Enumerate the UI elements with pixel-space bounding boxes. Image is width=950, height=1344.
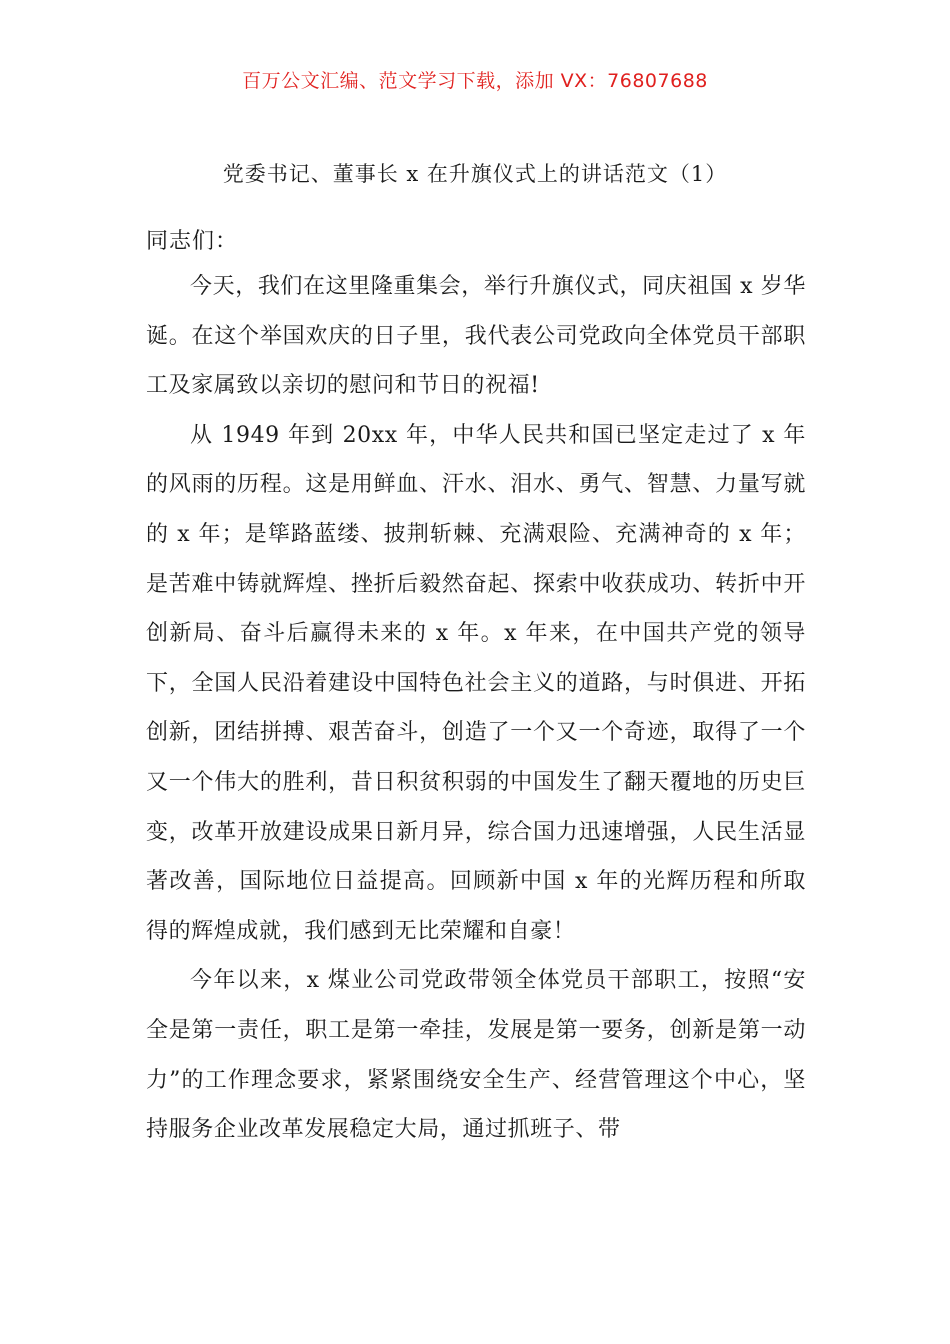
paragraph-2: 从 1949 年到 20xx 年，中华人民共和国已坚定走过了 x 年的风雨的历程。这是用鲜血、汗水、泪水、勇气、智慧、力量写就的 x 年；是筚路蓝缕、披荆斩棘、充满艰险、充满神奇的 x 年；是苦难中铸就辉煌、挫折后毅然奋起、探索中收获成功、转折中开创新局、奋斗后赢得未来的 x 年。x 年来，在中国共产党的领导下，全国人民沿着建设中国特色社会主义的道路，与时俱进、开拓创新，团结拼搏、艰苦奋斗，创造了一个又一个奇迹，取得了一个又一个伟大的胜利，昔日积贫积弱的中国发生了翻天覆地的历史巨变，改革开放建设成果日新月异，综合国力迅速增强，人民生活显著改善，国际地位日益提高。回顾新中国 x 年的光辉历程和所取得的辉煌成就，我们感到无比荣耀和自豪！ [146, 422, 806, 944]
greeting: 同志们： [146, 229, 239, 254]
document-title: 党委书记、董事长 x 在升旗仪式上的讲话范文（1） [222, 162, 728, 186]
paragraph-3: 今年以来，x 煤业公司党政带领全体党员干部职工，按照“安全是第一责任，职工是第一牵挂，发展是第一要务，创新是第一动力”的工作理念要求，紧紧围绕安全生产、经营管理这个中心，坚持服务企业改革发展稳定大局，通过抓班子、带 [146, 968, 806, 1143]
document-body [146, 262, 806, 1155]
paragraph-1: 今天，我们在这里隆重集会，举行升旗仪式，同庆祖国 x 岁华诞。在这个举国欢庆的日子里，我代表公司党政向全体党员干部职工及家属致以亲切的慰问和节日的祝福! [146, 274, 806, 399]
watermark-banner: 百万公文汇编、范文学习下载，添加 VX：76807688 [242, 70, 708, 92]
